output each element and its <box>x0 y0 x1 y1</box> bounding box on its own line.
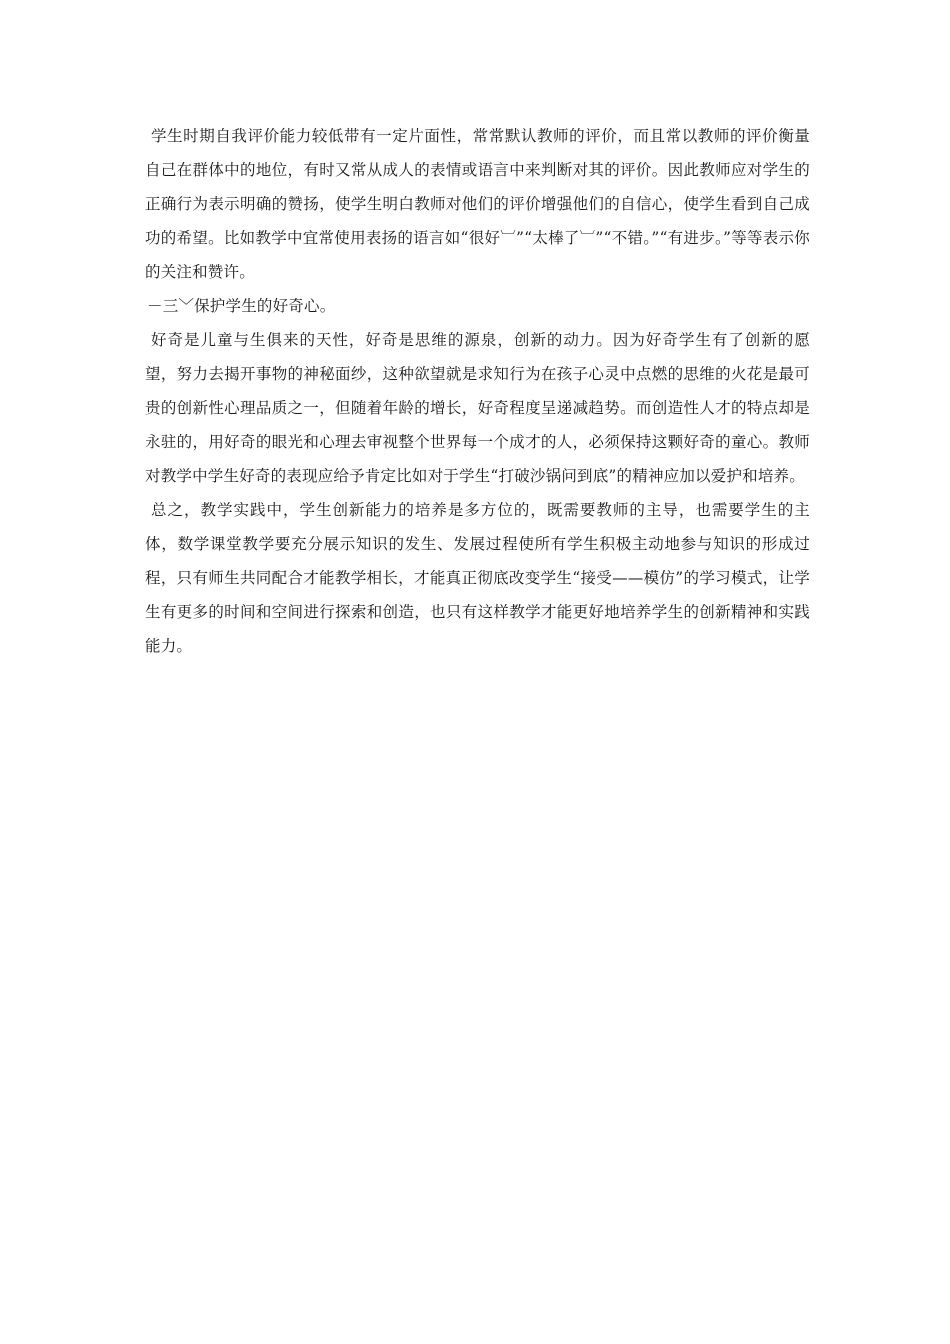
paragraph-conclusion: 总之，教学实践中，学生创新能力的培养是多方位的，既需要教师的主导，也需要学生的主体，数学课堂教学要充分展示知识的发生、发展过程使所有学生积极主动地参与知识的形成过程，只有师生共同配合才能教学相长，才能真正彻底改变学生“接受——模仿”的学习模式，让学生有更多的时间和空间进行探索和创造，也只有这样教学才能更好地培养学生的创新精神和实践能力。 <box>145 501 810 655</box>
paragraph-curiosity: 好奇是儿童与生俱来的天性，好奇是思维的源泉，创新的动力。因为好奇学生有了创新的愿望，努力去揭开事物的神秘面纱，这种欲望就是求知行为在孩子心灵中点燃的思维的火花是最可贵的创新性心理品质之一，但随着年龄的增长，好奇程度呈递减趋势。而创造性人才的特点却是永驻的，用好奇的眼光和心理去审视整个世界每一个成才的人，必须保持这颗好奇的童心。教师对教学中学生好奇的表现应给予肯定比如对于学生“打破沙锅问到底”的精神应加以爱护和培养。 <box>145 331 810 485</box>
paragraph-self-evaluation: 学生时期自我评价能力较低带有一定片面性，常常默认教师的评价，而且常以教师的评价衡量自己在群体中的地位，有时又常从成人的表情或语言中来判断对其的评价。因此教师应对学生的正确行为表示明确的赞扬，使学生明白教师对他们的评价增强他们的自信心，使学生看到自己成功的希望。比如教学中宜常使用表扬的语言如“很好︺”“太棒了︺”“不错。”“有进步。”等等表示你的关注和赞许。 <box>145 127 810 281</box>
document-body <box>145 119 810 663</box>
section-heading-curiosity: －三﹀保护学生的好奇心。 <box>147 297 336 315</box>
